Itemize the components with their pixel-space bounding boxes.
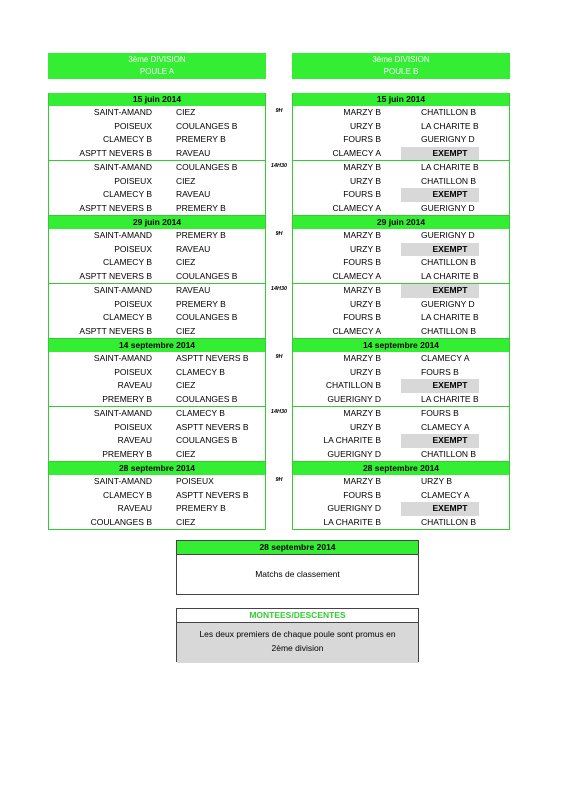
match-row xyxy=(293,202,509,216)
poule-b-schedule xyxy=(292,93,510,530)
away-team: GUERIGNY D xyxy=(421,202,475,213)
away-team: ASPTT NEVERS B xyxy=(176,421,249,432)
montees-text-line1: Les deux premiers de chaque poule sont promus en xyxy=(199,629,396,639)
exempt-cell: EXEMPT xyxy=(401,502,479,516)
match-row xyxy=(49,229,265,243)
away-team: RAVEAU xyxy=(176,243,211,254)
match-row xyxy=(293,298,509,312)
montees-title: MONTEES/DESCENTES xyxy=(177,609,418,623)
session-time: 9H xyxy=(275,354,283,360)
division-label: 3ème DIVISION xyxy=(372,55,430,64)
away-team: CIEZ xyxy=(176,380,196,390)
home-team: PREMERY B xyxy=(102,393,152,404)
home-team: GUERIGNY D xyxy=(327,448,381,459)
round-date: 29 juin 2014 xyxy=(48,216,266,229)
match-row xyxy=(293,188,509,202)
session-time: 14H30 xyxy=(270,409,288,415)
home-team: FOURS B xyxy=(343,257,381,267)
match-row xyxy=(49,434,265,448)
home-team: CLAMECY B xyxy=(103,312,152,322)
match-session xyxy=(292,352,510,407)
session-time: 14H30 xyxy=(270,286,288,292)
match-row xyxy=(49,448,265,462)
home-team: LA CHARITE B xyxy=(323,435,381,445)
home-team: POISEUX xyxy=(114,298,152,309)
away-team: ASPTT NEVERS B xyxy=(176,489,249,500)
away-team: RAVEAU xyxy=(176,285,211,295)
match-row xyxy=(49,379,265,393)
match-row xyxy=(49,311,265,325)
match-row xyxy=(293,229,509,243)
home-team: GUERIGNY D xyxy=(327,503,381,513)
match-row xyxy=(49,489,265,503)
classement-date: 28 septembre 2014 xyxy=(177,541,418,555)
away-team: RAVEAU xyxy=(176,189,211,199)
match-row xyxy=(293,147,509,161)
home-team: MARZY B xyxy=(343,162,381,172)
away-team: COULANGES B xyxy=(176,312,238,322)
away-team: GUERIGNY D xyxy=(421,134,475,144)
match-row xyxy=(49,106,265,120)
classement-text: Matchs de classement xyxy=(255,569,340,579)
session-time: 14H30 xyxy=(270,163,288,169)
match-row xyxy=(49,502,265,516)
session-time: 9H xyxy=(275,477,283,483)
home-team: URZY B xyxy=(349,366,381,377)
away-team: FOURS B xyxy=(421,366,459,377)
away-team: CIEZ xyxy=(176,516,196,527)
match-row xyxy=(293,161,509,175)
match-row xyxy=(293,352,509,366)
away-team: PREMERY B xyxy=(176,298,226,309)
away-team: CIEZ xyxy=(176,257,196,267)
match-row xyxy=(293,434,509,448)
match-session xyxy=(48,284,266,339)
home-team: CLAMECY A xyxy=(332,270,381,281)
division-label: 3ème DIVISION xyxy=(128,55,186,64)
poule-b-header xyxy=(292,53,510,79)
home-team: FOURS B xyxy=(343,489,381,500)
match-session xyxy=(292,106,510,161)
match-row xyxy=(293,284,509,298)
match-session xyxy=(292,229,510,284)
away-team: COULANGES B xyxy=(176,162,238,172)
match-row xyxy=(293,379,509,393)
away-team: CIEZ xyxy=(176,325,196,336)
home-team: CLAMECY B xyxy=(103,257,152,267)
match-row xyxy=(293,516,509,530)
match-row xyxy=(293,489,509,503)
match-row xyxy=(49,298,265,312)
away-team: CHATILLON B xyxy=(421,107,477,117)
away-team: CHATILLON B xyxy=(421,516,477,527)
match-session xyxy=(48,407,266,462)
home-team: URZY B xyxy=(349,120,381,131)
home-team: CLAMECY B xyxy=(103,134,152,144)
exempt-cell: EXEMPT xyxy=(401,434,479,448)
home-team: POISEUX xyxy=(114,421,152,432)
match-row xyxy=(49,243,265,257)
match-row xyxy=(49,407,265,421)
match-row xyxy=(49,352,265,366)
poule-label: POULE A xyxy=(139,67,175,76)
away-team: CIEZ xyxy=(176,107,196,117)
match-row xyxy=(293,448,509,462)
away-team: LA CHARITE B xyxy=(421,312,479,322)
home-team: PREMERY B xyxy=(102,448,152,459)
away-team: LA CHARITE B xyxy=(421,162,479,172)
away-team: FOURS B xyxy=(421,408,459,418)
round-date: 14 septembre 2014 xyxy=(48,339,266,352)
session-time: 9H xyxy=(275,231,283,237)
away-team: COULANGES B xyxy=(176,435,238,445)
match-session xyxy=(48,475,266,530)
away-team: GUERIGNY D xyxy=(421,298,475,309)
home-team: POISEUX xyxy=(114,243,152,254)
home-team: ASPTT NEVERS B xyxy=(79,270,152,281)
away-team: LA CHARITE B xyxy=(421,270,479,281)
away-team: COULANGES B xyxy=(176,393,238,404)
away-team: ASPTT NEVERS B xyxy=(176,353,249,363)
home-team: SAINT-AMAND xyxy=(93,285,152,295)
exempt-cell: EXEMPT xyxy=(401,379,479,393)
away-team: LA CHARITE B xyxy=(421,393,479,404)
away-team: CIEZ xyxy=(176,448,196,459)
poule-label: POULE B xyxy=(383,67,419,76)
match-session xyxy=(292,284,510,339)
away-team: PREMERY B xyxy=(176,134,226,144)
away-team: CIEZ xyxy=(176,175,196,186)
away-team: CLAMECY A xyxy=(421,489,470,500)
away-team: PREMERY B xyxy=(176,230,226,240)
home-team: MARZY B xyxy=(343,476,381,486)
home-team: SAINT-AMAND xyxy=(93,408,152,418)
match-row xyxy=(49,256,265,270)
away-team: CLAMECY A xyxy=(421,353,470,363)
home-team: CLAMECY B xyxy=(103,489,152,500)
home-team: SAINT-AMAND xyxy=(93,476,152,486)
round-date: 28 septembre 2014 xyxy=(48,462,266,475)
home-team: CLAMECY A xyxy=(332,147,381,158)
match-session xyxy=(292,407,510,462)
match-row xyxy=(293,325,509,339)
montees-text xyxy=(177,623,418,663)
home-team: ASPTT NEVERS B xyxy=(79,325,152,336)
match-row xyxy=(293,270,509,284)
round-date: 28 septembre 2014 xyxy=(292,462,510,475)
away-team: POISEUX xyxy=(176,476,214,486)
home-team: MARZY B xyxy=(343,353,381,363)
match-row xyxy=(49,202,265,216)
round-date: 15 juin 2014 xyxy=(48,93,266,106)
match-row xyxy=(49,393,265,407)
round-date: 14 septembre 2014 xyxy=(292,339,510,352)
exempt-cell: EXEMPT xyxy=(401,147,479,161)
home-team: LA CHARITE B xyxy=(323,516,381,527)
home-team: RAVEAU xyxy=(117,380,152,390)
home-team: MARZY B xyxy=(343,230,381,240)
match-row xyxy=(293,243,509,257)
home-team: URZY B xyxy=(349,298,381,309)
home-team: CHATILLON B xyxy=(325,380,381,390)
match-row xyxy=(293,366,509,380)
match-row xyxy=(293,475,509,489)
home-team: POISEUX xyxy=(114,366,152,377)
home-team: ASPTT NEVERS B xyxy=(79,147,152,158)
match-session xyxy=(48,106,266,161)
away-team: URZY B xyxy=(421,476,453,486)
exempt-cell: EXEMPT xyxy=(401,243,479,257)
away-team: LA CHARITE B xyxy=(421,120,479,131)
match-session xyxy=(48,229,266,284)
home-team: MARZY B xyxy=(343,107,381,117)
away-team: CLAMECY B xyxy=(176,366,225,377)
match-row xyxy=(49,325,265,339)
home-team: ASPTT NEVERS B xyxy=(79,202,152,213)
away-team: COULANGES B xyxy=(176,270,238,281)
away-team: PREMERY B xyxy=(176,503,226,513)
match-row xyxy=(49,516,265,530)
match-row xyxy=(293,120,509,134)
match-row xyxy=(293,393,509,407)
away-team: CHATILLON B xyxy=(421,325,477,336)
match-session xyxy=(48,161,266,216)
home-team: SAINT-AMAND xyxy=(93,107,152,117)
home-team: MARZY B xyxy=(343,408,381,418)
match-row xyxy=(293,133,509,147)
home-team: CLAMECY A xyxy=(332,202,381,213)
match-row xyxy=(49,284,265,298)
match-row xyxy=(49,120,265,134)
home-team: URZY B xyxy=(349,243,381,254)
montees-box xyxy=(176,608,419,662)
home-team: POISEUX xyxy=(114,120,152,131)
away-team: RAVEAU xyxy=(176,147,211,158)
match-row xyxy=(49,188,265,202)
home-team: SAINT-AMAND xyxy=(93,162,152,172)
home-team: URZY B xyxy=(349,421,381,432)
home-team: FOURS B xyxy=(343,134,381,144)
classement-box xyxy=(176,540,419,595)
home-team: GUERIGNY D xyxy=(327,393,381,404)
away-team: CHATILLON B xyxy=(421,257,477,267)
match-session xyxy=(48,352,266,407)
away-team: CLAMECY B xyxy=(176,408,225,418)
exempt-cell: EXEMPT xyxy=(401,188,479,202)
match-row xyxy=(293,175,509,189)
match-row xyxy=(293,502,509,516)
match-row xyxy=(293,421,509,435)
home-team: CLAMECY A xyxy=(332,325,381,336)
match-row xyxy=(49,133,265,147)
away-team: PREMERY B xyxy=(176,202,226,213)
round-date: 29 juin 2014 xyxy=(292,216,510,229)
match-row xyxy=(293,256,509,270)
poule-a-header xyxy=(48,53,266,79)
match-session xyxy=(292,161,510,216)
home-team: FOURS B xyxy=(343,312,381,322)
match-row xyxy=(49,175,265,189)
exempt-cell: EXEMPT xyxy=(401,284,479,298)
match-row xyxy=(49,421,265,435)
away-team: COULANGES B xyxy=(176,120,238,131)
away-team: CHATILLON B xyxy=(421,448,477,459)
home-team: RAVEAU xyxy=(117,435,152,445)
montees-text-line2: 2ème division xyxy=(271,643,324,653)
match-row xyxy=(293,106,509,120)
match-row xyxy=(293,407,509,421)
round-date: 15 juin 2014 xyxy=(292,93,510,106)
away-team: CHATILLON B xyxy=(421,175,477,186)
home-team: SAINT-AMAND xyxy=(93,353,152,363)
home-team: POISEUX xyxy=(114,175,152,186)
away-team: GUERIGNY D xyxy=(421,230,475,240)
match-row xyxy=(49,147,265,161)
match-row xyxy=(49,475,265,489)
session-time: 9H xyxy=(275,108,283,114)
poule-a-schedule xyxy=(48,93,266,530)
home-team: URZY B xyxy=(349,175,381,186)
home-team: RAVEAU xyxy=(117,503,152,513)
home-team: FOURS B xyxy=(343,189,381,199)
match-row xyxy=(49,161,265,175)
home-team: SAINT-AMAND xyxy=(93,230,152,240)
home-team: COULANGES B xyxy=(90,516,152,527)
match-row xyxy=(49,270,265,284)
match-row xyxy=(293,311,509,325)
home-team: CLAMECY B xyxy=(103,189,152,199)
match-row xyxy=(49,366,265,380)
match-session xyxy=(292,475,510,530)
away-team: CLAMECY A xyxy=(421,421,470,432)
home-team: MARZY B xyxy=(343,285,381,295)
